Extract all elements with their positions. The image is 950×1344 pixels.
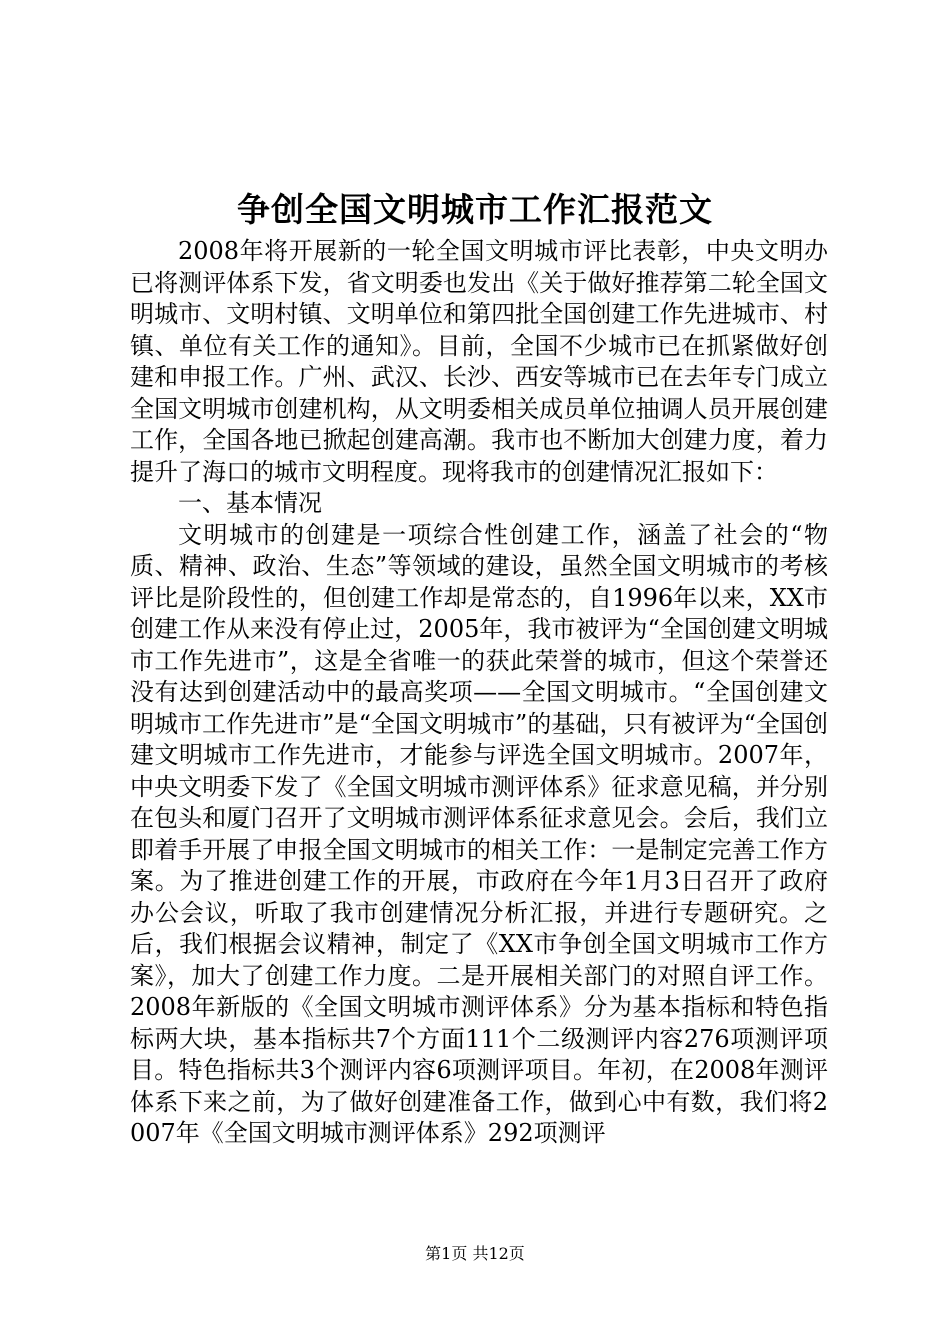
document-title: 争创全国文明城市工作汇报范文 [237,190,713,229]
intro-paragraph: 2008年将开展新的一轮全国文明城市评比表彰，中央文明办已将测评体系下发，省文明委也发出《关于做好推荐第二轮全国文明城市、文明村镇、文明单位和第四批全国创建工作先进城市、村镇、单位有关工作的通知》。目前，全国不少城市已在抓紧做好创建和申报工作。广州、武汉、长沙、西安等城市已在去年专门成立全国文明城市创建机构，从文明委相关成员单位抽调人员开展创建工作，全国各地已掀起创建高潮。我市也不断加大创建力度，着力提升了海口的城市文明程度。现将我市的创建情况汇报如下： [130,237,828,486]
document-body [130,236,828,1150]
page-footer: 第1页 共12页 [425,1244,525,1263]
section-paragraph: 文明城市的创建是一项综合性创建工作，涵盖了社会的“物质、精神、政治、生态”等领域的建设，虽然全国文明城市的考核评比是阶段性的，但创建工作却是常态的，自1996年以来，XX市创建工作从来没有停止过，2005年，我市被评为“全国创建文明城市工作先进市”，这是全省唯一的获此荣誉的城市，但这个荣誉还没有达到创建活动中的最高奖项——全国文明城市。“全国创建文明城市工作先进市”是“全国文明城市”的基础，只有被评为“全国创建文明城市工作先进市，才能参与评选全国文明城市。2007年，中央文明委下发了《全国文明城市测评体系》征求意见稿，并分别在包头和厦门召开了文明城市测评体系征求意见会。会后，我们立即着手开展了申报全国文明城市的相关工作：一是制定完善工作方案。为了推进创建工作的开展，市政府在今年1月3日召开了政府办公会议，听取了我市创建情况分析汇报，并进行专题研究。之后，我们根据会议精神，制定了《XX市争创全国文明城市工作方案》，加大了创建工作力度。二是开展相关部门的对照自评工作。2008年新版的《全国文明城市测评体系》分为基本指标和特色指标两大块，基本指标共7个方面111个二级测评内容276项测评项目。特色指标共3个测评内容6项测评项目。年初，在2008年测评体系下来之前，为了做好创建准备工作，做到心中有数，我们将2007年《全国文明城市测评体系》292项测评 [130,520,828,1147]
section-heading: 一、基本情况 [178,489,322,517]
